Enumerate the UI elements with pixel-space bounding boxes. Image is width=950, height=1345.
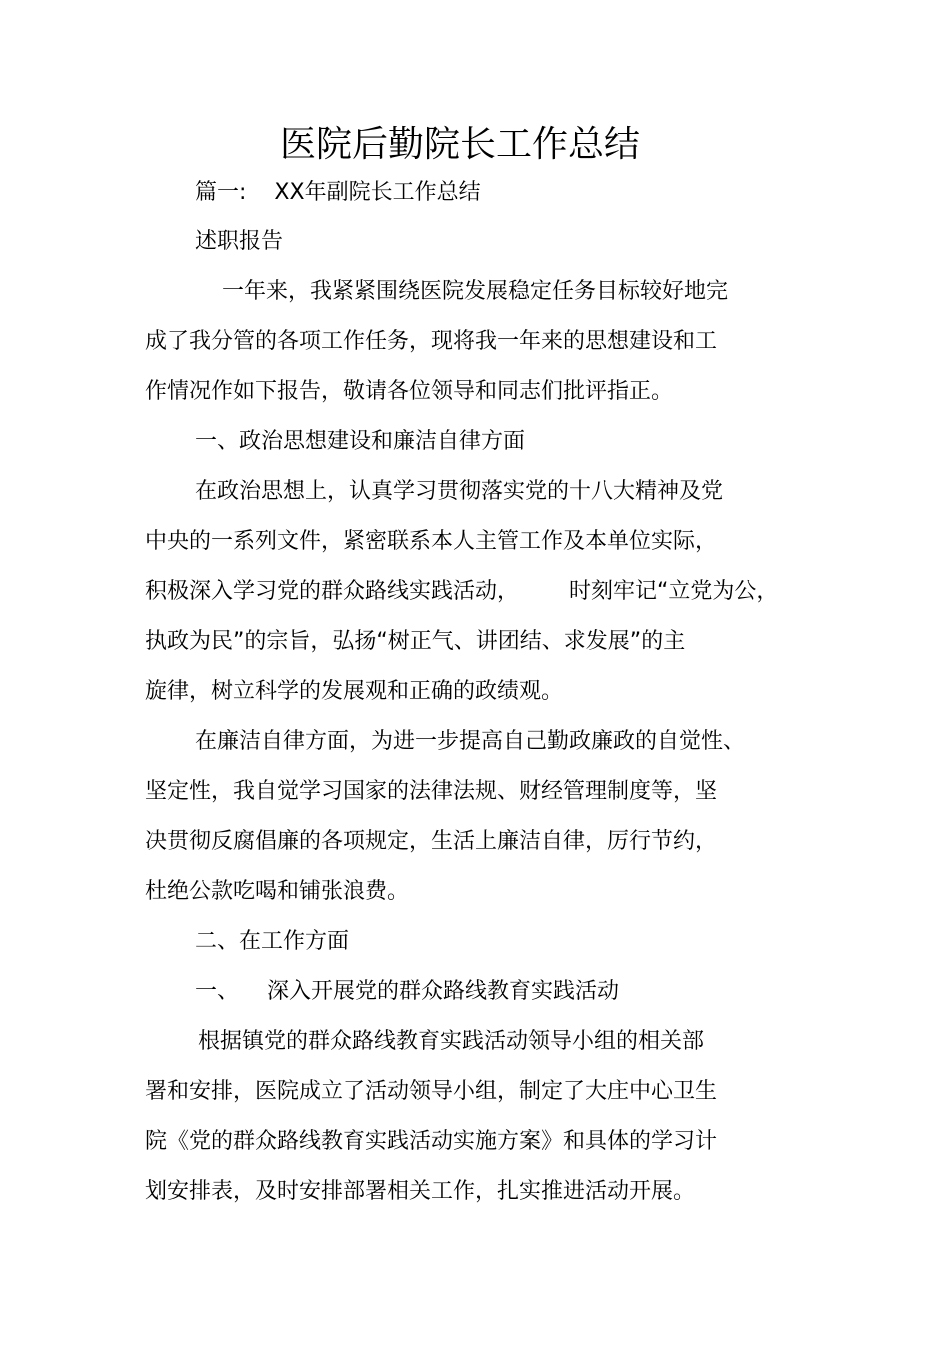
text-line-part: 积极深入学习党的群众路线实践活动， bbox=[145, 579, 520, 604]
subsection-title: 深入开展党的群众路线教育实践活动 bbox=[267, 979, 620, 1004]
text-line: 划安排表，及时安排部署相关工作，扎实推进活动开展。 bbox=[145, 1179, 696, 1204]
text-line: 杜绝公款吃喝和铺张浪费。 bbox=[145, 879, 410, 904]
text-line: 在廉洁自律方面，为进一步提高自己勤政廉政的自觉性、 bbox=[195, 729, 746, 754]
text-line: 中央的一系列文件，紧密联系本人主管工作及本单位实际， bbox=[145, 529, 718, 554]
section-heading: 二、在工作方面 bbox=[195, 929, 350, 954]
subsection-heading bbox=[195, 976, 619, 1008]
subtitle-prefix: 篇一: bbox=[195, 180, 247, 205]
text-line: 一年来，我紧紧围绕医院发展稳定任务目标较好地完 bbox=[222, 279, 729, 304]
document-title: 医院后勤院长工作总结 bbox=[279, 124, 640, 165]
text-line: 决贯彻反腐倡廉的各项规定，生活上廉洁自律，厉行节约， bbox=[145, 829, 718, 854]
text-line: 执政为民”的宗旨，弘扬“树正气、讲团结、求发展”的主 bbox=[145, 629, 686, 654]
text-line bbox=[145, 576, 778, 608]
text-line: 在政治思想上，认真学习贯彻落实党的十八大精神及党 bbox=[195, 479, 724, 504]
subtitle-text: XX年副院长工作总结 bbox=[274, 180, 481, 205]
text-line: 述职报告 bbox=[195, 229, 284, 254]
text-line-part: 时刻牢记“立党为公， bbox=[569, 579, 779, 604]
text-line: 坚定性，我自觉学习国家的法律法规、财经管理制度等，坚 bbox=[145, 779, 718, 804]
text-line: 院《党的群众路线教育实践活动实施方案》和具体的学习计 bbox=[145, 1129, 718, 1154]
text-line: 成了我分管的各项工作任务，现将我一年来的思想建设和工 bbox=[145, 329, 718, 354]
subsection-number: 一、 bbox=[195, 979, 240, 1004]
text-line: 署和安排，医院成立了活动领导小组，制定了大庄中心卫生 bbox=[145, 1079, 718, 1104]
text-line: 作情况作如下报告，敬请各位领导和同志们批评指正。 bbox=[145, 379, 674, 404]
text-line: 旋律，树立科学的发展观和正确的政绩观。 bbox=[145, 679, 564, 704]
text-line: 根据镇党的群众路线教育实践活动领导小组的相关部 bbox=[198, 1029, 705, 1054]
subtitle-line bbox=[195, 177, 481, 209]
section-heading: 一、政治思想建设和廉洁自律方面 bbox=[195, 429, 526, 454]
